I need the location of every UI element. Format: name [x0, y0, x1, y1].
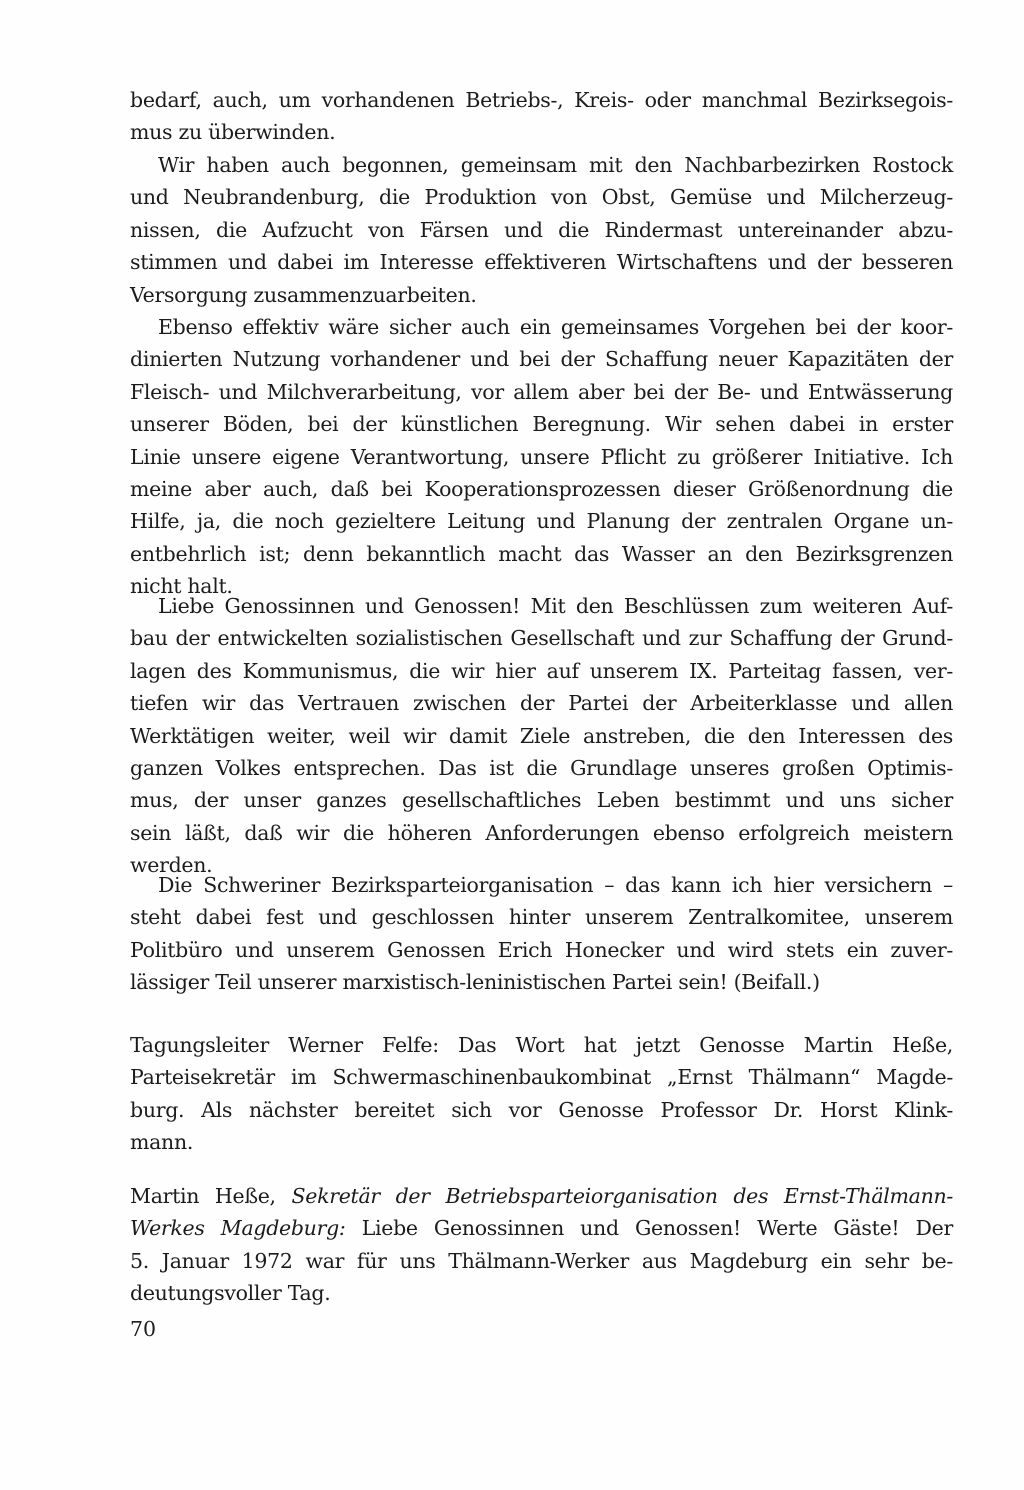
- text-line: Politbüro und unserem Genossen Erich Honecker und wird stets ein zuver-: [130, 937, 953, 962]
- text-line: ganzen Volkes entsprechen. Das ist die Grundlage unseres großen Optimis-: [130, 755, 953, 780]
- paragraph-4: [130, 590, 953, 882]
- text-line: mus, der unser ganzes gesellschaftliches Leben bestimmt und uns sicher: [130, 788, 953, 813]
- text-line: Die Schweriner Bezirksparteiorganisation – das kann ich hier versichern –: [158, 873, 953, 897]
- text-line: meine aber auch, daß bei Kooperationsprozessen dieser Größenordnung die: [130, 476, 953, 501]
- paragraph-speaker: [130, 1180, 953, 1310]
- text-line: Ebenso effektiv wäre sicher auch ein gemeinsames Vorgehen bei der koor-: [158, 315, 953, 339]
- text-line: Fleisch- und Milchverarbeitung, vor allem aber bei der Be- und Entwässerung: [130, 379, 953, 404]
- text-fragment: Liebe Genossinnen und Genossen! Werte Gäste! Der: [361, 1216, 953, 1241]
- text-line: Versorgung zusammenzuarbeiten.: [130, 282, 477, 307]
- text-line: und Neubrandenburg, die Produktion von Obst, Gemüse und Milcherzeug-: [130, 185, 953, 210]
- text-line: nicht halt.: [130, 574, 233, 599]
- text-line: nissen, die Aufzucht von Färsen und die Rindermast untereinander abzu-: [130, 217, 953, 242]
- speaker-role: Sekretär der Betriebsparteiorganisation des Ernst-Thälmann-: [291, 1184, 953, 1208]
- text-line: bedarf, auch, um vorhandenen Betriebs-, Kreis- oder manchmal Bezirksegois-: [130, 88, 953, 112]
- text-line: Hilfe, ja, die noch gezieltere Leitung und Planung der zentralen Organe un-: [130, 509, 953, 534]
- paragraph-2: [130, 149, 953, 311]
- text-line: entbehrlich ist; denn bekanntlich macht das Wasser an den Bezirksgrenzen: [130, 541, 953, 566]
- text-line: Linie unsere eigene Verantwortung, unsere Pflicht zu größerer Initiative. Ich: [130, 444, 953, 469]
- paragraph-chair-announcement: [130, 1029, 953, 1159]
- text-line: Wir haben auch begonnen, gemeinsam mit den Nachbarbezirken Rostock: [158, 153, 953, 177]
- speaker-role-continued: Werkes Magdeburg:: [130, 1216, 346, 1241]
- text-line: 5. Januar 1972 war für uns Thälmann-Werker aus Magdeburg ein sehr be-: [130, 1248, 953, 1273]
- text-line: lässiger Teil unserer marxistisch-leninistischen Partei sein! (Beifall.): [130, 970, 820, 995]
- paragraph-3: [130, 311, 953, 603]
- paragraph-1: [130, 84, 953, 149]
- text-line: mus zu überwinden.: [130, 120, 336, 145]
- text-line: lagen des Kommunismus, die wir hier auf unserem IX. Parteitag fassen, ver-: [130, 658, 953, 683]
- text-line: werden.: [130, 853, 213, 878]
- speaker-name: Martin Heße,: [130, 1184, 276, 1208]
- text-line: deutungsvoller Tag.: [130, 1281, 331, 1306]
- text-line: tiefen wir das Vertrauen zwischen der Partei der Arbeiterklasse und allen: [130, 691, 953, 716]
- text-line: burg. Als nächster bereitet sich vor Genosse Professor Dr. Horst Klink-: [130, 1097, 953, 1122]
- text-line: Werktätigen weiter, weil wir damit Ziele anstreben, die den Interessen des: [130, 723, 953, 748]
- speaker-line: [130, 1212, 953, 1244]
- text-line: Tagungsleiter Werner Felfe: Das Wort hat jetzt Genosse Martin Heße,: [130, 1033, 953, 1057]
- text-line: unserer Böden, bei der künstlichen Beregnung. Wir sehen dabei in erster: [130, 412, 953, 437]
- text-line: bau der entwickelten sozialistischen Gesellschaft und zur Schaffung der Grund-: [130, 626, 953, 651]
- speaker-line: [130, 1180, 953, 1212]
- text-line: sein läßt, daß wir die höheren Anforderungen ebenso erfolgreich meistern: [130, 820, 953, 845]
- text-line: steht dabei fest und geschlossen hinter unserem Zentralkomitee, unserem: [130, 905, 953, 930]
- text-line: dinierten Nutzung vorhandener und bei der Schaffung neuer Kapazitäten der: [130, 347, 953, 372]
- text-line: Parteisekretär im Schwermaschinenbaukombinat „Ernst Thälmann“ Magde-: [130, 1065, 953, 1090]
- paragraph-5: [130, 869, 953, 999]
- page-number: 70: [130, 1317, 157, 1341]
- text-line: Liebe Genossinnen und Genossen! Mit den Beschlüssen zum weiteren Auf-: [158, 594, 953, 618]
- text-line: stimmen und dabei im Interesse effektiveren Wirtschaftens und der besseren: [130, 250, 953, 275]
- text-line: mann.: [130, 1130, 194, 1155]
